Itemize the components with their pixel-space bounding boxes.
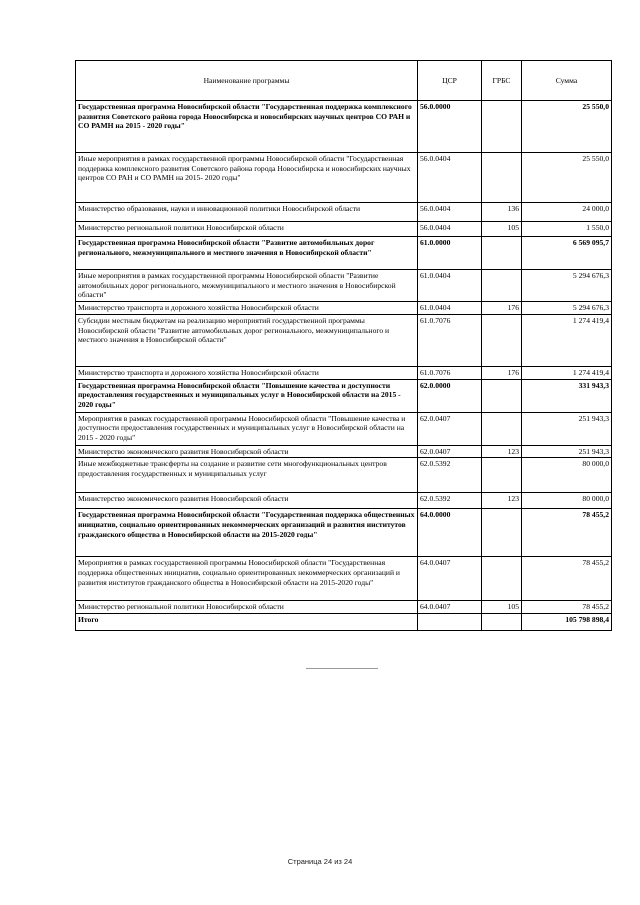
cell-csr: 56.0.0000 [418,101,482,153]
table-row [76,445,612,458]
cell-csr: 62.0.0000 [418,379,482,412]
cell-sum: 251 943,3 [522,412,612,445]
table-row [76,314,612,366]
cell-csr: 62.0.5392 [418,493,482,509]
cell-grbs: 123 [482,493,522,509]
cell-grbs [482,557,522,601]
cell-sum: 78 455,2 [522,557,612,601]
cell-name: Министерство образования, науки и инновационной политики Новосибирской области [76,203,418,222]
cell-grbs [482,270,522,302]
table-row [76,458,612,493]
cell-grbs [482,379,522,412]
table-row [76,366,612,379]
cell-csr [418,614,482,631]
cell-name: Министерство транспорта и дорожного хозяйства Новосибирской области [76,302,418,315]
cell-csr: 62.0.5392 [418,458,482,493]
cell-sum: 1 274 419,4 [522,314,612,366]
header-csr: ЦСР [418,61,482,101]
cell-sum: 105 798 898,4 [522,614,612,631]
table-row [76,379,612,412]
cell-csr: 62.0.0407 [418,412,482,445]
table-row [76,302,612,315]
table-row [76,493,612,509]
cell-csr: 61.0.0000 [418,237,482,270]
cell-name: Иные межбюджетные трансферты на создание и развитие сети многофункциональных центров предоставления государственных и муниципальных услуг [76,458,418,493]
cell-sum: 80 000,0 [522,493,612,509]
total-row [76,614,612,631]
cell-name: Государственная программа Новосибирской области "Государственная поддержка комплексного развития Советского района города Новосибирска и новосибирских научных центров СО РАН и СО РАМН на 2015 - 2020 годы" [76,101,418,153]
cell-name: Министерство региональной политики Новосибирской области [76,601,418,614]
cell-grbs [482,412,522,445]
cell-grbs [482,314,522,366]
table-row [76,101,612,153]
cell-name: Государственная программа Новосибирской области "Развитие автомобильных дорог регионального, межмуниципального и местного значения в Новосибирской области" [76,237,418,270]
cell-sum: 1 274 419,4 [522,366,612,379]
cell-sum: 5 294 676,3 [522,270,612,302]
table-row [76,412,612,445]
cell-csr: 64.0.0407 [418,601,482,614]
cell-grbs [482,237,522,270]
cell-sum: 25 550,0 [522,153,612,203]
table-row [76,557,612,601]
cell-name: Субсидии местным бюджетам на реализацию мероприятий государственной программы Новосибирской области "Развитие автомобильных дорог регионального, межмуниципального и местного значения в Новосибирской области" [76,314,418,366]
cell-csr: 61.0.0404 [418,302,482,315]
cell-sum: 251 943,3 [522,445,612,458]
table-row [76,601,612,614]
cell-name: Мероприятия в рамках государственной программы Новосибирской области "Повышение качества и доступности предоставления государственных и муниципальных услуг в Новосибирской области на 2015 - 2020 годы" [76,412,418,445]
cell-grbs: 176 [482,366,522,379]
cell-sum: 1 550,0 [522,222,612,237]
cell-grbs: 176 [482,302,522,315]
cell-grbs [482,509,522,557]
table-row [76,270,612,302]
cell-csr: 56.0.0404 [418,222,482,237]
cell-sum: 331 943,3 [522,379,612,412]
footnote-divider [306,668,378,669]
cell-name: Министерство региональной политики Новосибирской области [76,222,418,237]
cell-grbs: 136 [482,203,522,222]
cell-grbs: 105 [482,601,522,614]
cell-name: Министерство экономического развития Новосибирской области [76,493,418,509]
cell-csr: 56.0.0404 [418,153,482,203]
cell-csr: 64.0.0000 [418,509,482,557]
cell-grbs: 123 [482,445,522,458]
table-row [76,203,612,222]
cell-name: Итого [76,614,418,631]
cell-name: Государственная программа Новосибирской области "Повышение качества и доступности предоставления государственных и муниципальных услуг в Новосибирской области на 2015 - 2020 годы" [76,379,418,412]
table-row [76,509,612,557]
cell-grbs [482,614,522,631]
cell-sum: 5 294 676,3 [522,302,612,315]
cell-name: Иные мероприятия в рамках государственной программы Новосибирской области "Государственная поддержка комплексного развития Советского района города Новосибирска и новосибирских научных центров СО РАН и СО РАМН на 2015- 2020 годы" [76,153,418,203]
table-row [76,222,612,237]
cell-sum: 6 569 095,7 [522,237,612,270]
header-row [76,61,612,101]
cell-csr: 62.0.0407 [418,445,482,458]
cell-sum: 78 455,2 [522,509,612,557]
cell-name: Мероприятия в рамках государственной программы Новосибирской области "Государственная поддержка общественных инициатив, социально ориентированных некоммерческих организаций и развития институтов гражданского общества в Новосибирской области на 2015-2020 годы" [76,557,418,601]
cell-sum: 25 550,0 [522,101,612,153]
header-sum: Сумма [522,61,612,101]
page-number: Страница 24 из 24 [287,857,353,866]
cell-name: Государственная программа Новосибирской области "Государственная поддержка общественных инициатив, социально ориентированных некоммерческих организаций и развития институтов гражданского общества в Новосибирской области на 2015-2020 годы" [76,509,418,557]
header-grbs: ГРБС [482,61,522,101]
cell-name: Министерство экономического развития Новосибирской области [76,445,418,458]
cell-sum: 78 455,2 [522,601,612,614]
cell-grbs: 105 [482,222,522,237]
cell-csr: 56.0.0404 [418,203,482,222]
cell-csr: 61.0.7076 [418,314,482,366]
table-row [76,237,612,270]
budget-table [75,60,612,631]
header-name: Наименование программы [76,61,418,101]
cell-csr: 61.0.0404 [418,270,482,302]
cell-sum: 24 000,0 [522,203,612,222]
cell-csr: 61.0.7076 [418,366,482,379]
cell-sum: 80 000,0 [522,458,612,493]
cell-grbs [482,153,522,203]
cell-name: Иные мероприятия в рамках государственной программы Новосибирской области "Развитие автомобильных дорог регионального, межмуниципального и местного значения в Новосибирской области" [76,270,418,302]
cell-csr: 64.0.0407 [418,557,482,601]
table-row [76,153,612,203]
cell-grbs [482,458,522,493]
cell-name: Министерство транспорта и дорожного хозяйства Новосибирской области [76,366,418,379]
cell-grbs [482,101,522,153]
